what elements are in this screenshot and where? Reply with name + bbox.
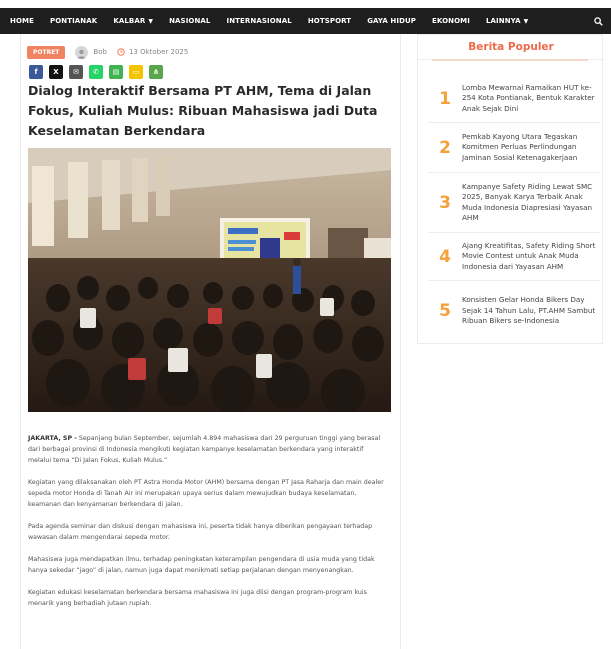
share-facebook-button[interactable] [29,65,43,79]
search-icon [594,17,603,26]
article-main [20,34,401,649]
popular-item-4[interactable] [428,233,600,281]
popular-item-2[interactable] [428,123,600,173]
whatsapp-icon: ✆ [93,68,99,76]
share-buttons [29,65,169,79]
nav-home[interactable]: HOME [10,17,34,25]
popular-item-link[interactable]: Kampanye Safety Riding Lewat SMC 2025, Banyak Karya Terbaik Anak Muda Indonesia Diapresiasi Yayasan AHM [462,181,593,222]
clock-icon [117,48,125,56]
article-paragraph: Mahasiswa juga mendapatkan ilmu, terhadap peningkatan keterampilan pengendara di usia muda yang tidak hanya sekedar “jago” di jalan, namun juga dapat menikmati setiap perjalanan dengan menyenangkan. [28,556,375,574]
main-navbar [0,8,611,34]
nav-ekonomi[interactable]: EKONOMI [432,17,470,25]
x-twitter-icon: X [53,68,59,76]
nav-nasional[interactable]: NASIONAL [169,17,211,25]
popular-item-3[interactable] [428,173,600,233]
seminar-hall-image [28,148,391,412]
share-icon: ⋔ [153,68,159,76]
share-line-button[interactable] [109,65,123,79]
article-body [28,433,388,620]
share-sms-button[interactable] [129,65,143,79]
top-strip [0,0,611,8]
nav-internasional[interactable]: INTERNASIONAL [226,17,292,25]
article-title: Dialog Interaktif Bersama PT AHM, Tema di Jalan Fokus, Kuliah Mulus: Ribuan Mahasiswa jadi Duta Keselamatan Berkendara [28,83,378,138]
avatar [75,46,88,59]
user-icon [76,48,87,59]
popular-news-widget [417,34,603,344]
popular-item-link[interactable]: Pemkab Kayong Utara Tegaskan Komitmen Perluas Perlindungan Jaminan Sosial Ketenagakerjaan [462,131,578,162]
nav-lainnya[interactable]: LAINNYA ▼ [485,17,529,25]
rank-number: 5 [439,301,451,321]
publish-date: 13 Oktober 2025 [128,48,189,56]
popular-item-link[interactable]: Ajang Kreatifitas, Safety Riding Short Movie Contest untuk Anak Muda Indonesia dari Yayasan AHM [462,240,596,271]
article-paragraph-lead: JAKARTA, SP - Sepanjang bulan September, sejumlah 4.894 mahasiswa dari 29 perguruan tinggi yang berasal dari berbagai provinsi di Indonesia mengikuti kegiatan kampanye keselamatan berkendara yang interaktif melalui tema “Di Jalan Fokus, Kuliah Mulus.” [28,435,381,464]
sms-icon: ▭ [132,68,140,76]
share-email-button[interactable] [69,65,83,79]
share-x-button[interactable] [49,65,63,79]
article-paragraph: Kegiatan yang dilaksanakan oleh PT Astra Honda Motor (AHM) bersama dengan PT Jasa Raharja dan main dealer sepeda motor Honda di Tanah Air ini merupakan upaya serius dalam mewujudkan budaya keselamatan, keamanan dan kenyamanan berkendara di jalan. [28,479,384,508]
email-icon: ✉ [73,68,79,76]
sidebar [417,34,611,349]
popular-item-link[interactable]: Konsisten Gelar Honda Bikers Day Sejak 14 Tahun Lalu, PT.AHM Sambut Ribuan Bikers se-Indonesia [462,295,596,326]
header-underline [432,59,588,61]
chevron-down-icon: ▼ [148,17,154,25]
nav-pontianak[interactable]: PONTIANAK [49,17,98,25]
article-paragraph: Pada agenda seminar dan diskusi dengan mahasiswa ini, peserta tidak hanya diberikan pengayaan terhadap wawasan dalam mengendarai sepeda motor. [28,523,373,541]
share-more-button[interactable] [149,65,163,79]
article-photo [28,148,391,412]
share-whatsapp-button[interactable] [89,65,103,79]
nav-hotsport[interactable]: HOTSPORT [307,17,352,25]
line-icon: ▤ [112,68,120,76]
dateline: JAKARTA, SP - [28,435,77,442]
rank-number: 1 [439,88,451,109]
facebook-icon: f [34,68,38,76]
popular-news-header [418,35,604,60]
category-badge[interactable]: POTRET [27,46,65,59]
popular-item-link[interactable]: Lomba Mewarnai Ramaikan HUT ke-254 Kota Pontianak, Bentuk Karakter Anak Sejak Dini [462,82,595,113]
rank-number: 3 [439,192,451,213]
rank-number: 2 [439,137,451,158]
popular-news-title: Berita Populer [468,41,554,53]
rank-number: 4 [439,246,451,267]
article-meta [27,44,188,60]
popular-item-5[interactable] [428,281,600,341]
nav-gaya-hidup[interactable]: GAYA HIDUP [367,17,417,25]
search-button[interactable] [585,8,611,34]
nav-kalbar[interactable]: KALBAR ▼ [113,17,154,25]
article-paragraph: Kegiatan edukasi keselamatan berkendara bersama mahasiswa ini juga diisi dengan program-program kuis menarik yang berhadiah jutaan rupiah. [28,589,367,607]
author-name[interactable]: Bob [93,48,107,56]
popular-item-1[interactable] [428,75,600,123]
chevron-down-icon: ▼ [523,17,529,25]
